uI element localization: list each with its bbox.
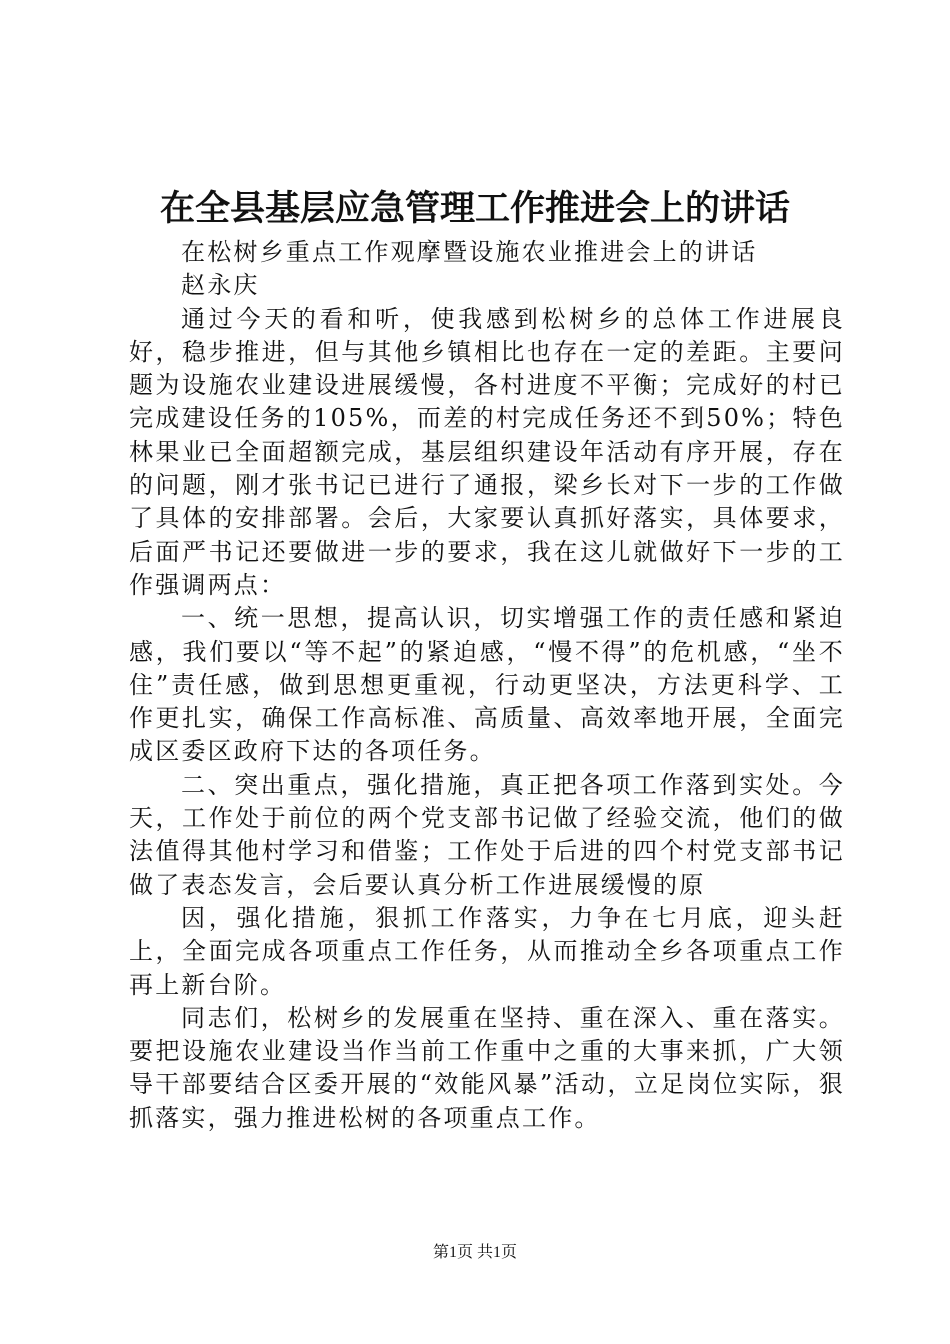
document-author: 赵永庆 bbox=[181, 271, 260, 300]
document-subtitle: 在松树乡重点工作观摩暨设施农业推进会上的讲话 bbox=[181, 238, 758, 266]
page-number-footer: 第1页 共1页 bbox=[432, 1244, 517, 1261]
paragraph-closing: 同志们，松树乡的发展重在坚持、重在深入、重在落实。要把设施农业建设当作当前工作重中之重的大事来抓，广大领导干部要结合区委开展的“效能风暴”活动，立足岗位实际，狠抓落实，强力推进松树的各项重点工作。 bbox=[129, 1003, 845, 1132]
paragraph-point-one: 一、统一思想，提高认识，切实增强工作的责任感和紧迫感，我们要以“等不起”的紧迫感，“慢不得”的危机感，“坐不住”责任感，做到思想更重视，行动更坚决，方法更科学、工作更扎实，确保工作高标准、高质量、高效率地开展，全面完成区委区政府下达的各项任务。 bbox=[129, 604, 845, 766]
paragraph-intro: 通过今天的看和听，使我感到松树乡的总体工作进展良好，稳步推进，但与其他乡镇相比也存在一定的差距。主要问题为设施农业建设进展缓慢，各村进度不平衡；完成好的村已完成建设任务的105%，而差的村完成任务还不到50%；特色林果业已全面超额完成，基层组织建设年活动有序开展，存在的问题，刚才张书记已进行了通报，梁乡长对下一步的工作做了具体的安排部署。会后，大家要认真抓好落实，具体要求，后面严书记还要做进一步的要求，我在这儿就做好下一步的工作强调两点： bbox=[129, 304, 845, 599]
paragraph-point-two: 二、突出重点，强化措施，真正把各项工作落到实处。今天，工作处于前位的两个党支部书记做了经验交流，他们的做法值得其他村学习和借鉴；工作处于后进的四个村党支部书记做了表态发言，会后要认真分析工作进展缓慢的原 bbox=[129, 770, 845, 899]
document-body bbox=[129, 236, 845, 1135]
document-title: 在全县基层应急管理工作推进会上的讲话 bbox=[159, 188, 790, 229]
paragraph-point-two-continued: 因，强化措施，狠抓工作落实，力争在七月底，迎头赶上，全面完成各项重点工作任务，从而推动全乡各项重点工作再上新台阶。 bbox=[129, 903, 845, 999]
